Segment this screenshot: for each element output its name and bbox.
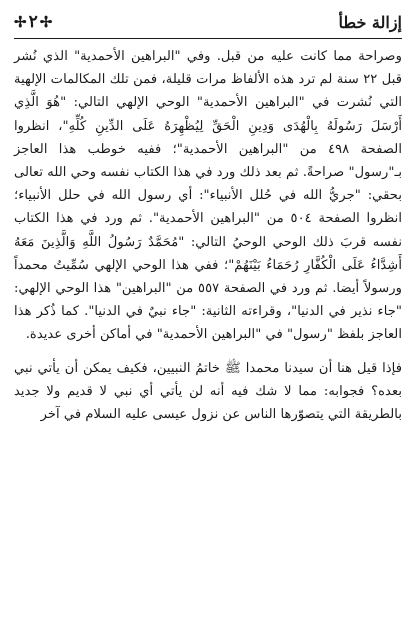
page-number (14, 12, 52, 32)
body-text (14, 45, 402, 426)
page-header (14, 8, 402, 39)
ornament-icon: ✢ (14, 12, 27, 31)
running-title: إزالة خطأ (338, 12, 402, 32)
paragraph: وصراحة مما كانت عليه من قبل. وفي "البراهين الأحمدية" الذي نُشر قبل ٢٢ سنة لم ترد هذه الألفاظ مرات قليلة، فمن تلك المكالمات الإلهية التي نُشرت في "البراهين الأحمدية" الوحي الإلهي التالي: "هُوَ الَّذِي أَرْسَلَ رَسُولَهُ بِالْهُدَى وَدِينِ الْحَقِّ لِيُظْهِرَهُ عَلَى الدِّينِ كُلِّهِ"، انظروا الصفحة ٤٩٨ من "البراهين الأحمدية"؛ ففيه خوطب هذا العاجز بـ"رسول" صراحةً. ثم بعد ذلك ورد في هذا الكتاب نفسه وحي الله تعالى بحقي: "جريُّ الله في حُلل الأنبياء": أي رسول الله في حلل الأنبياء؛ انظروا الصفحة ٥٠٤ من "البراهين الأحمدية". ثم ورد في هذا الكتاب نفسه قربَ ذلك الوحي الوحيُ التالي: "مُحَمَّدٌ رَسُولُ اللَّهِ وَالَّذِينَ مَعَهُ أَشِدَّاءُ عَلَى الْكُفَّارِ رُحَمَاءُ بَيْنَهُمْ"؛ ففي هذا الوحي الإلهي سُمِّيتُ محمداً ورسولاً أيضا. ثم ورد في الصفحة ٥٥٧ من "البراهين" هذا الوحي الإلهي: "جاء نذير في الدنيا"، وقراءته الثانية: "جاء نبيٌ في الدنيا". كما ذُكر هذا العاجز بلفظ "رسول" في "البراهين الأحمدية" في أماكن أخرى عديدة. (14, 49, 403, 343)
paragraph: فإذا قيل هنا أن سيدنا محمدا ﷺ خاتمُ النبيين، فكيف يمكن أن يأتي نبي بعده؟ فجوابه: مما لا شك فيه أنه لن يأتي أي نبي لا قديم ولا جديد بالطريقة التي يتصوّرها الناس عن نزول عيسى عليه السلام في آخر (14, 360, 402, 423)
page-number-value: ٢ (28, 12, 38, 32)
ornament-icon: ✢ (39, 12, 53, 31)
